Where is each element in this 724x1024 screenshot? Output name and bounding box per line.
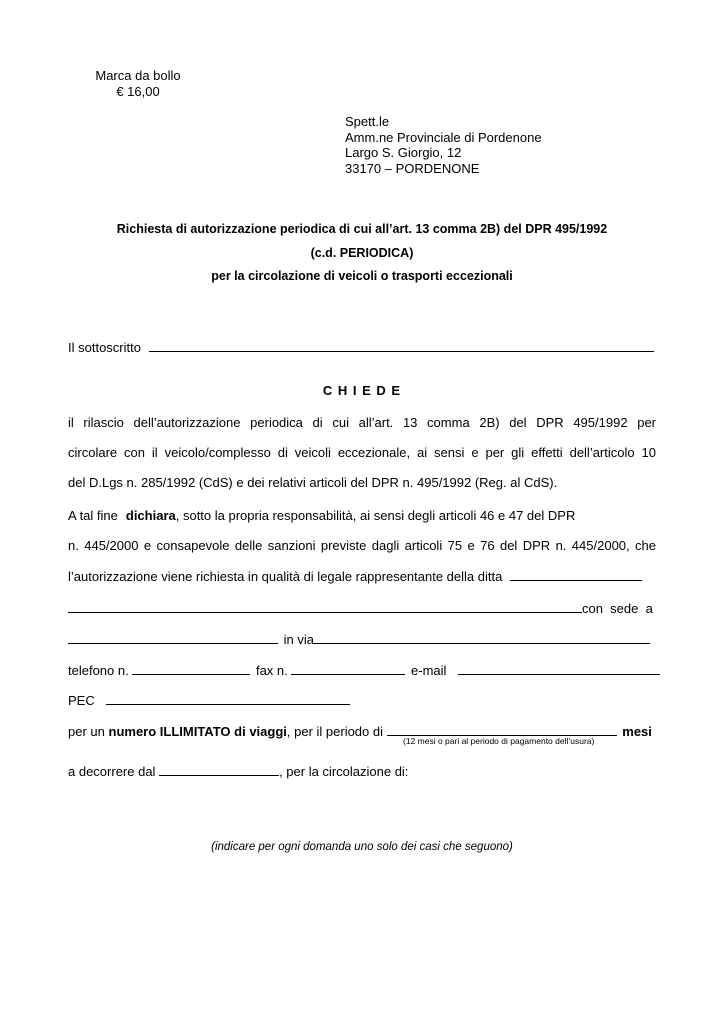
recipient-line-1: Spett.le	[345, 114, 390, 129]
declaration-line-1	[68, 508, 656, 523]
company-label: l’autorizzazione viene richiesta in qualità di legale rappresentante della ditta	[68, 569, 503, 584]
paragraph-line-2: circolare con il veicolo/complesso di veicoli eccezionale, ai sensi e per gli effetti dell’articolo 10	[68, 445, 656, 460]
undersigned-label: Il sottoscritto	[68, 340, 141, 355]
recipient-line-4: 33170 – PORDENONE	[345, 160, 480, 176]
pec-field[interactable]	[106, 692, 350, 705]
document-title-line-1: Richiesta di autorizzazione periodica di cui all’art. 13 comma 2B) del DPR 495/1992	[116, 222, 608, 236]
declaration-rest: , sotto la propria responsabilità, ai sensi degli articoli 46 e 47 del DPR	[175, 508, 576, 523]
undersigned-row	[68, 339, 656, 355]
paragraph-line-3: del D.Lgs n. 285/1992 (CdS) e dei relativi articoli del DPR n. 495/1992 (Reg. al CdS).	[68, 475, 558, 490]
fax-label: fax n.	[255, 663, 288, 678]
seat-row	[68, 600, 656, 616]
recipient-line-3: Largo S. Giorgio, 12	[345, 145, 462, 160]
email-label: e-mail	[411, 663, 447, 678]
declaration-line-2: n. 445/2000 e consapevole delle sanzioni previste dagli articoli 75 e 76 del DPR n. 445/2000, che	[68, 538, 656, 553]
document-title-line-2: (c.d. PERIODICA)	[310, 246, 414, 260]
start-date-field[interactable]	[159, 763, 279, 776]
pec-row	[68, 692, 656, 708]
phone-field[interactable]	[132, 662, 250, 675]
company-name-continued-field[interactable]	[68, 600, 582, 613]
revenue-stamp-box	[68, 68, 208, 100]
fax-field[interactable]	[291, 662, 405, 675]
start-date-row	[68, 763, 656, 779]
trips-period-label: , per il periodo di	[286, 724, 384, 739]
address-row	[68, 631, 656, 647]
trips-unlimited: numero ILLIMITATO di viaggi	[108, 724, 287, 739]
street-field[interactable]	[314, 631, 650, 644]
months-label: mesi	[622, 724, 652, 739]
declaration-intro: A tal fine	[68, 508, 118, 523]
email-field[interactable]	[458, 662, 660, 675]
undersigned-name-field[interactable]	[149, 339, 654, 352]
trips-intro: per un	[68, 724, 105, 739]
seat-label: con sede a	[582, 601, 653, 616]
period-months-field[interactable]	[387, 723, 617, 736]
recipient-address	[345, 114, 542, 176]
street-label: in via	[283, 632, 314, 647]
pec-label: PEC	[68, 693, 95, 708]
paragraph-line-1: il rilascio dell’autorizzazione periodica di cui all’art. 13 comma 2B) del DPR 495/1992 per	[68, 415, 656, 430]
instruction-note: (indicare per ogni domanda uno solo dei casi che seguono)	[211, 841, 513, 853]
seat-city-field[interactable]	[68, 631, 278, 644]
company-row	[68, 568, 656, 584]
declaration-bold: dichiara	[125, 508, 176, 523]
phone-label: telefono n.	[68, 663, 129, 678]
start-date-label: a decorrere dal	[68, 764, 156, 779]
stamp-amount: € 16,00	[116, 84, 160, 99]
document-title-line-3: per la circolazione di veicoli o trasporti eccezionali	[211, 269, 513, 283]
period-note: (12 mesi o pari al periodo di pagamento dell’usura)	[403, 736, 595, 746]
circulation-label: , per la circolazione di:	[279, 764, 409, 779]
request-heading: C H I E D E	[322, 383, 402, 398]
company-name-field[interactable]	[510, 568, 642, 581]
recipient-line-2: Amm.ne Provinciale di Pordenone	[345, 129, 542, 145]
stamp-label: Marca da bollo	[95, 68, 181, 83]
contacts-row	[68, 662, 656, 678]
